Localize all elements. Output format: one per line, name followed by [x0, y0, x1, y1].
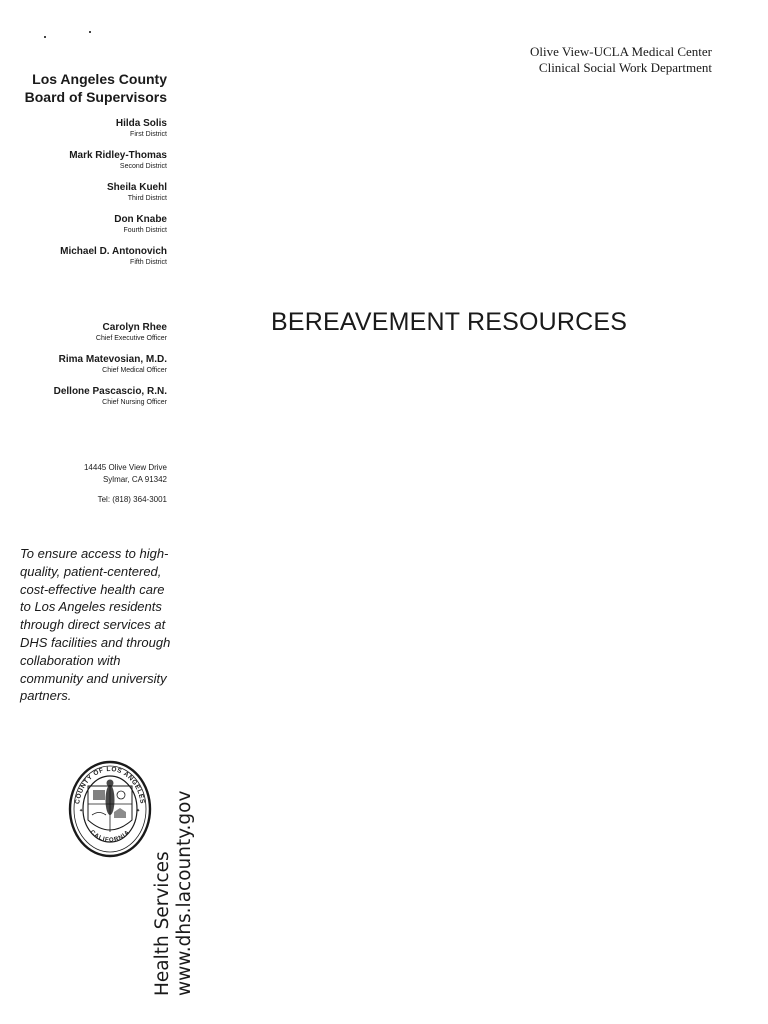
- address-block: [20, 462, 167, 506]
- svg-text:✦: ✦: [79, 808, 84, 814]
- department-name: Clinical Social Work Department: [538, 60, 712, 75]
- officer-name: Carolyn Rhee: [102, 322, 167, 333]
- officer-title: Chief Medical Officer: [102, 367, 167, 374]
- county-seal-icon: [68, 760, 152, 858]
- officer-name: Dellone Pascascio, R.N.: [53, 386, 167, 397]
- supervisor-district: Third District: [127, 195, 167, 202]
- supervisor-name: Hilda Solis: [115, 118, 167, 129]
- letterhead-header: [530, 44, 712, 76]
- letterhead-sidebar: [20, 70, 167, 506]
- health-services-branding: [150, 765, 198, 997]
- officer-entry: [20, 354, 167, 376]
- mission-statement: To ensure access to high-quality, patient-centered, cost-effective health care to Los Angeles residents through direct services at DHS facilities and through collaboration with community and university partners.: [20, 546, 171, 704]
- supervisor-district: Second District: [119, 163, 167, 170]
- supervisor-district: Fourth District: [123, 227, 167, 234]
- officer-entry: [20, 386, 167, 408]
- supervisor-district: Fifth District: [130, 259, 167, 266]
- supervisor-entry: [20, 214, 167, 236]
- supervisor-entry: [20, 182, 167, 204]
- supervisor-entry: [20, 246, 167, 268]
- board-title-line2: Board of Supervisors: [24, 89, 167, 105]
- institution-name: Olive View-UCLA Medical Center: [529, 44, 712, 59]
- supervisor-name: Don Knabe: [114, 214, 167, 225]
- telephone: Tel: (818) 364-3001: [97, 495, 167, 504]
- document-title: BEREAVEMENT RESOURCES: [271, 308, 628, 336]
- street-address: 14445 Olive View Drive: [83, 463, 167, 472]
- supervisor-entry: [20, 118, 167, 140]
- seal-top-text: COUNTY OF LOS ANGELES: [74, 765, 146, 805]
- officer-entry: [20, 322, 167, 344]
- svg-text:✦: ✦: [136, 808, 141, 814]
- scan-speck: [44, 36, 46, 38]
- seal-bottom-text: CALIFORNIA: [88, 829, 132, 844]
- city-state-zip: Sylmar, CA 91342: [102, 475, 167, 484]
- supervisor-district: First District: [130, 131, 167, 138]
- supervisor-name: Michael D. Antonovich: [60, 246, 167, 257]
- board-title-line1: Los Angeles County: [32, 71, 167, 87]
- scan-speck: [89, 31, 91, 33]
- officer-name: Rima Matevosian, M.D.: [58, 354, 167, 365]
- supervisor-name: Sheila Kuehl: [106, 182, 167, 193]
- officer-title: Chief Nursing Officer: [102, 399, 167, 406]
- officer-title: Chief Executive Officer: [95, 335, 167, 342]
- health-services-label: Health Services: [152, 851, 173, 996]
- supervisor-entry: [20, 150, 167, 172]
- dhs-website-url: www.dhs.lacounty.gov: [174, 790, 195, 996]
- supervisor-name: Mark Ridley-Thomas: [69, 150, 167, 161]
- board-title: [20, 70, 167, 106]
